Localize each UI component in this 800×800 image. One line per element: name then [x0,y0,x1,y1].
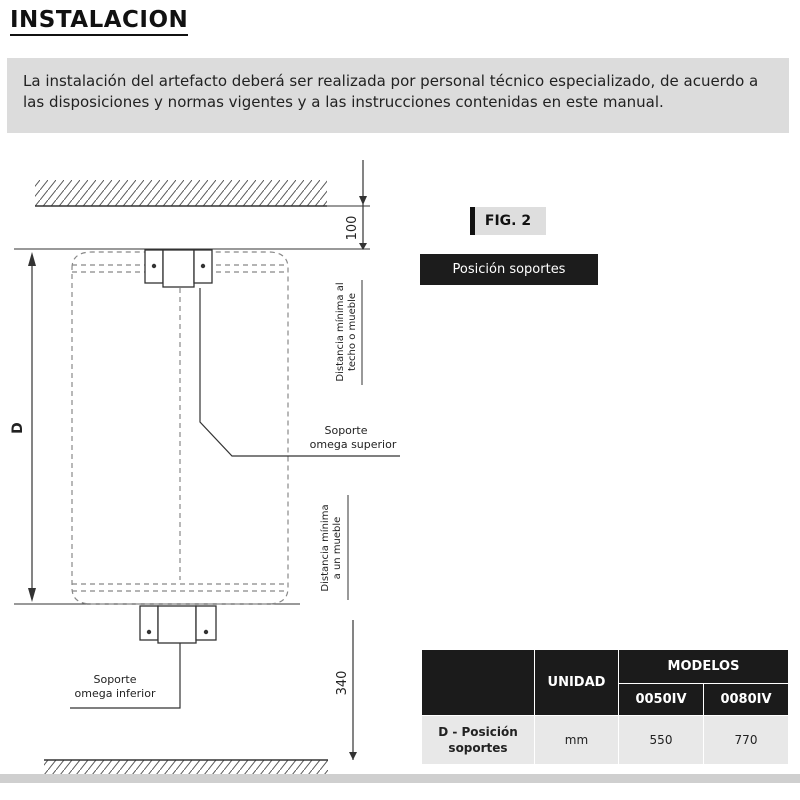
models-header: MODELOS [619,650,789,684]
water-heater-outline [72,252,288,604]
floor-hatch [44,760,328,774]
intro-line-2: las disposiciones y normas vigentes y a las instrucciones contenidas en este manual. [23,93,664,111]
value-0050iv: 550 [619,716,704,765]
row-label-line1: D - Posición [438,725,518,739]
dist-ceiling-line2: techo o mueble [347,292,358,372]
unit-cell: mm [535,716,619,765]
dimension-100 [359,160,367,250]
support-lower-line1: Soporte [93,673,137,686]
dimension-340-label: 340 [335,670,350,696]
row-label-line2: soportes [448,741,508,755]
dimension-100-label: 100 [345,215,360,241]
dimension-d [28,252,36,602]
figure-caption: Posición soportes [420,254,598,285]
page-title: INSTALACION [10,6,188,36]
dist-ceiling-line1: Distancia mínima al [335,282,346,382]
support-upper-line1: Soporte [324,424,368,437]
support-upper-line2: omega superior [309,438,397,451]
dimension-d-label: D [10,422,26,434]
spec-table [421,649,789,765]
value-0080iv: 770 [704,716,789,765]
table-corner [422,650,535,716]
unit-header: UNIDAD [535,650,619,716]
upper-bracket [145,250,212,287]
support-lower-line2: omega inferior [74,687,156,700]
model-0050iv: 0050IV [619,684,704,716]
model-0080iv: 0080IV [704,684,789,716]
bottom-bar [0,774,800,783]
lower-bracket [140,606,216,643]
row-label [422,716,535,765]
intro-line-1: La instalación del artefacto deberá ser realizada por personal técnico especializado, de acuerdo a [23,72,759,90]
support-upper-leader [200,288,400,456]
ceiling-hatch [35,180,327,206]
dist-furniture-line2: a un mueble [332,516,343,580]
dist-furniture-line1: Distancia mínima [320,504,331,592]
figure-label: FIG. 2 [470,207,546,235]
dimension-340 [349,620,357,760]
